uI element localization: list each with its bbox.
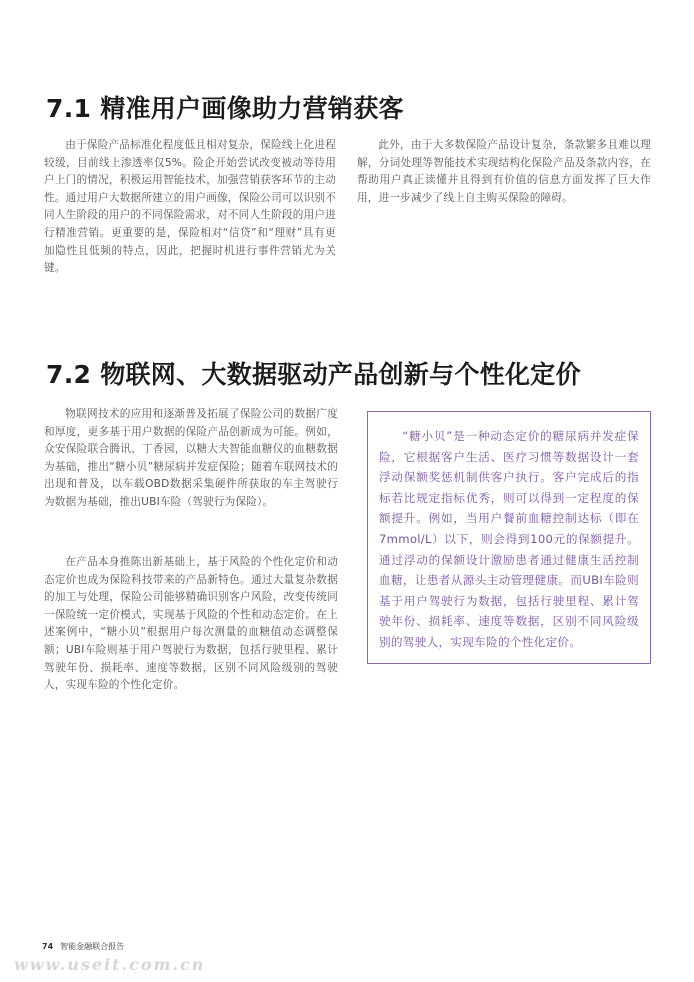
section-7-2-paragraph-1: 物联网技术的应用和逐渐普及拓展了保险公司的数据广度和厚度，更多基于用户数据的保险产品创新成为可能。例如，众安保险联合腾讯、丁香园，以糖大夫智能血糖仪的血糖数据为基础，推出“糖小贝”糖尿病并发症保险；随着车联网技术的出现和普及，以车载OBD数据采集硬件所获取的车主驾驶行为数据为基础，推出UBI车险（驾驶行为保险）。	[44, 408, 338, 508]
report-title: 智能金融联合报告	[60, 942, 125, 951]
watermark: www.useit.com.cn	[14, 955, 206, 974]
callout-text: “糖小贝”是一种动态定价的糖尿病并发症保险，它根据客户生活、医疗习惯等数据设计一套浮动保额奖惩机制供客户执行。客户完成后的指标若比规定指标优秀，则可以得到一定程度的保额提升。例如，当用户餐前血糖控制达标（即在7mmol/L）以下，则会得到100元的保额提升。通过浮动的保额设计激励患者通过健康生活控制血糖，让患者从源头主动管理健康。而UBI车险则基于用户驾驶行为数据，包括行驶里程、累计驾驶年份、损耗率、速度等数据，区别不同风险级别的驾驶人，实现车险的个性化定价。	[379, 429, 639, 649]
callout-box	[367, 411, 651, 664]
section-7-1-paragraph-left: 由于保险产品标准化程度低且相对复杂，保险线上化进程较缓，目前线上渗透率仅5%。险企开始尝试改变被动等待用户上门的情况，积极运用智能技术，加强营销获客环节的主动性。通过用户大数据所建立的用户画像，保险公司可以识别不同人生阶段的用户的不同保险需求，对不同人生阶段的用户进行精准营销。更重要的是，保险相对“信贷”和“理财”具有更加隐性且低频的特点，因此，把握时机进行事件营销尤为关键。	[44, 139, 336, 275]
section-heading-7-1: 7.1 精准用户画像助力营销获客	[46, 94, 404, 123]
section-heading-7-2: 7.2 物联网、大数据驱动产品创新与个性化定价	[46, 360, 581, 389]
section-7-1-paragraph-right: 此外，由于大多数保险产品设计复杂，条款繁多且难以理解，分词处理等智能技术实现结构化保险产品及条款内容，在帮助用户真正读懂并且得到有价值的信息方面发挥了巨大作用，进一步减少了线上自主购买保险的障碍。	[357, 139, 651, 204]
page-number: 74	[42, 942, 54, 951]
page-footer	[42, 941, 124, 952]
section-7-2-paragraph-2: 在产品本身推陈出新基础上，基于风险的个性化定价和动态定价也成为保险科技带来的产品新特色。通过大量复杂数据的加工与处理，保险公司能够精确识别客户风险，改变传统同一保险统一定价模式，实现基于风险的个性和动态定价。在上述案例中，“糖小贝”根据用户每次测量的血糖值动态调整保额；UBI车险则基于用户驾驶行为数据，包括行驶里程、累计驾驶年份、损耗率、速度等数据，区别不同风险级别的驾驶人，实现车险的个性化定价。	[44, 556, 338, 692]
